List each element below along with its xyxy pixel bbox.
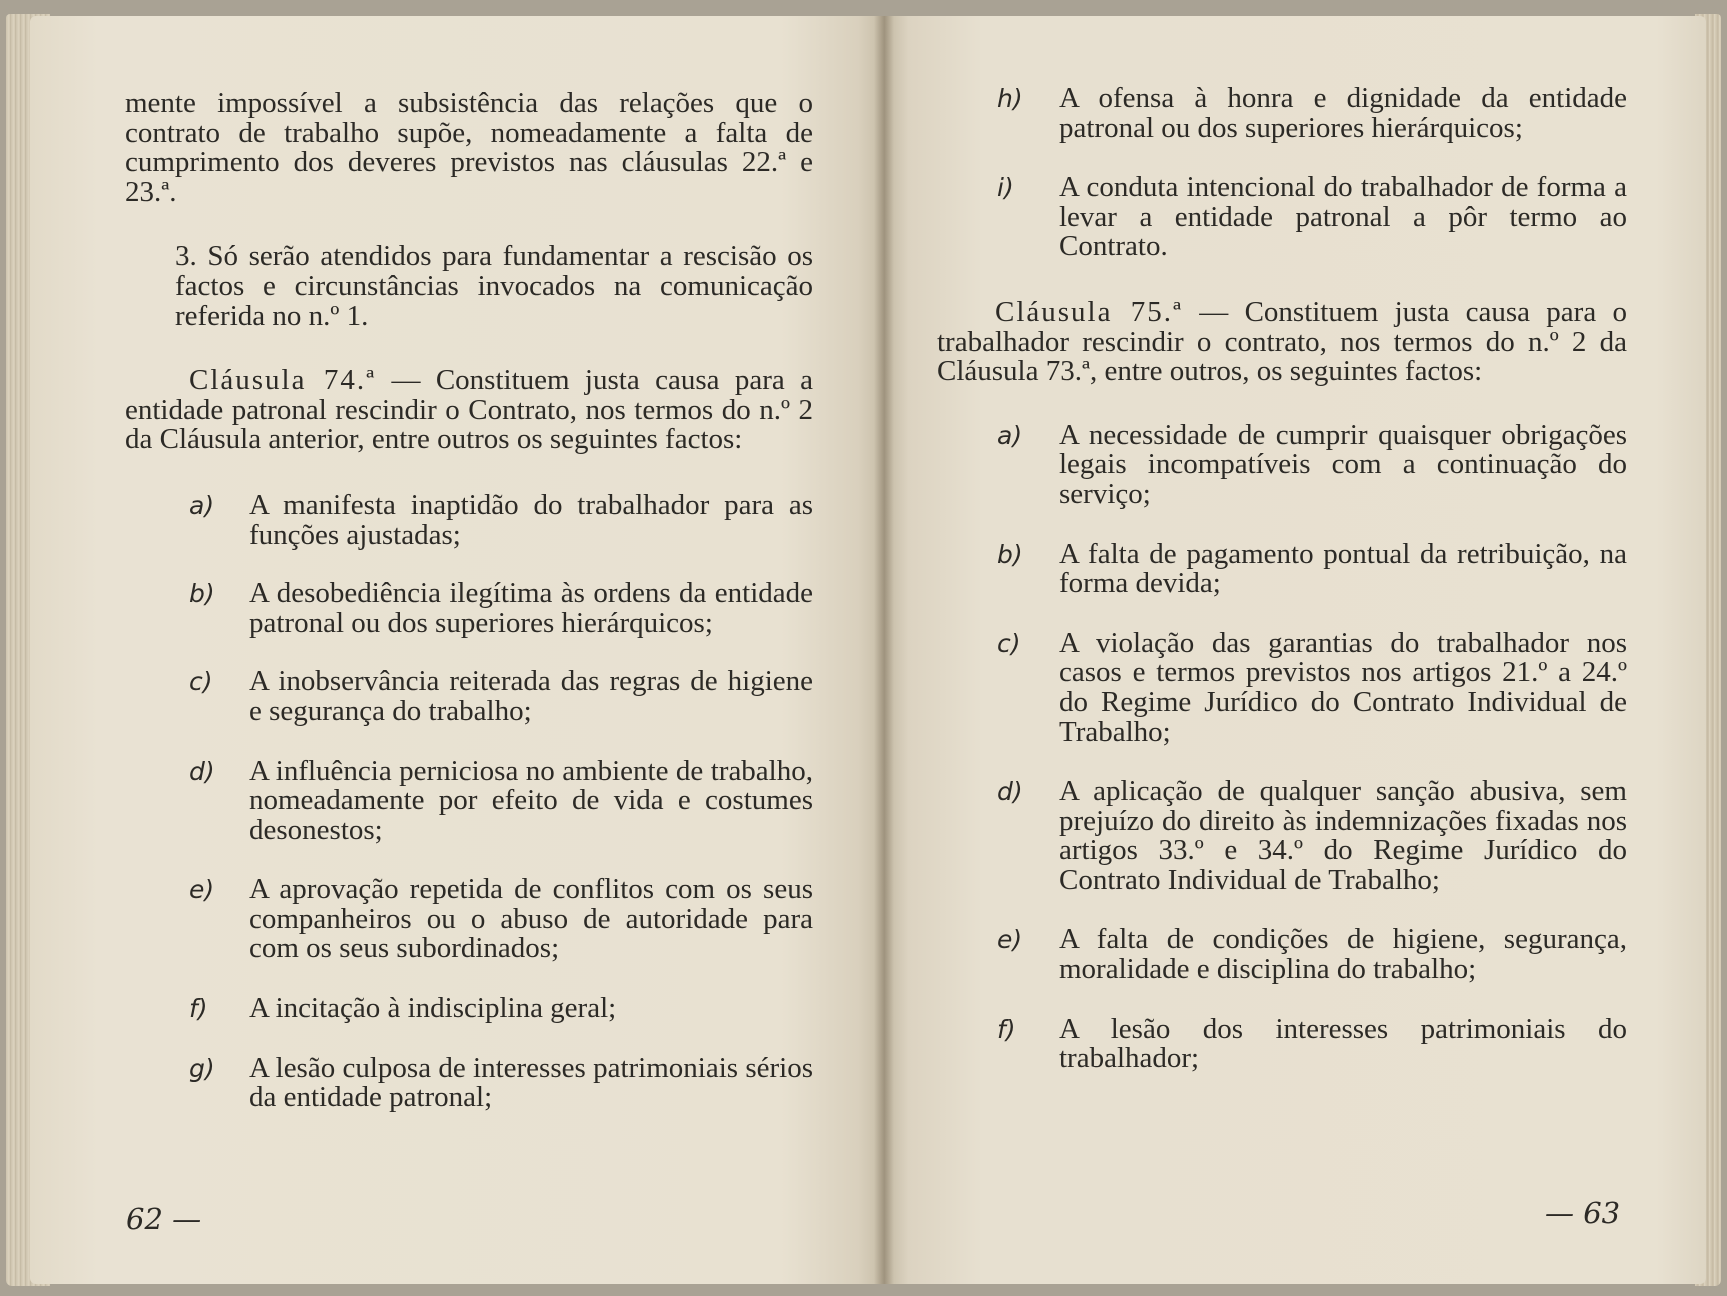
book-gutter — [874, 16, 894, 1284]
list-item — [937, 1012, 1627, 1075]
list-item — [937, 418, 1627, 510]
item-text: A influência perniciosa no ambiente de trabalho, nomeadamente por efeito de vida e costumes desonestos; — [249, 754, 813, 846]
item-text: A ofensa à honra e dignidade da entidade patronal ou dos superiores hierárquicos; — [1059, 82, 1627, 144]
left-page-text — [125, 89, 813, 1113]
item-text: A lesão culposa de interesses patrimoniais sérios da entidade patronal; — [249, 1051, 813, 1114]
item-label: f) — [189, 994, 208, 1024]
clause-74-text: — Constituem justa causa para a entidade patronal rescindir o Contrato, nos termos do n.º 2 da Cláusula anterior, entre outros os seguintes factos: — [125, 364, 813, 456]
list-item — [937, 626, 1627, 748]
item-label: h) — [997, 84, 1023, 113]
item-label: a) — [997, 420, 1023, 450]
item-label: a) — [189, 490, 215, 520]
right-page-text — [937, 84, 1627, 1074]
item-label: e) — [997, 925, 1023, 955]
clause-74-heading: Cláusula 74.ª — [189, 364, 377, 397]
item-label: d) — [997, 777, 1023, 807]
clause-75-text: — Constituem justa causa para o trabalhador rescindir o contrato, nos termos do n.º 2 da Cláusula 73.ª, entre outros, os seguintes factos: — [937, 295, 1627, 388]
item-text: A aplicação de qualquer sanção abusiva, sem prejuízo do direito às indemnizações fixadas nos artigos 33.º e 34.º do Regime Jurídico do Contrato Individual de Trabalho; — [1059, 775, 1627, 896]
list-item — [125, 488, 813, 551]
clause-74 — [125, 366, 813, 455]
continuation-paragraph: mente impossível a subsistência das relações que o contrato de trabalho supõe, nomeadamente a falta de cumprimento dos deveres previstos nas cláusulas 22.ª e 23.ª. — [125, 87, 813, 208]
list-item — [937, 777, 1627, 895]
item-label: d) — [189, 756, 215, 786]
item-text: A lesão dos interesses patrimoniais do trabalhador; — [1059, 1012, 1627, 1075]
list-item — [125, 1051, 813, 1114]
clause-75-heading: Cláusula 75.ª — [995, 295, 1184, 328]
list-item — [937, 537, 1627, 600]
item-text: A necessidade de cumprir quaisquer obrigações legais incompatíveis com a continuação do serviço; — [1059, 418, 1627, 510]
item-label: e) — [189, 875, 215, 905]
item-label: i) — [997, 173, 1014, 203]
list-item — [937, 173, 1627, 262]
item-label: b) — [189, 579, 215, 609]
list-item — [125, 994, 813, 1024]
item-label: c) — [189, 667, 213, 697]
item-label: g) — [189, 1053, 215, 1083]
item-text: A falta de pagamento pontual da retribuição, na forma devida; — [1059, 537, 1627, 600]
item-text: A incitação à indisciplina geral; — [249, 992, 617, 1025]
list-item — [125, 754, 813, 846]
list-item — [937, 84, 1627, 143]
item-text: A conduta intencional do trabalhador de forma a levar a entidade patronal a pôr termo ao Contrato. — [1059, 171, 1627, 263]
item-text: A manifesta inaptidão do trabalhador para as funções ajustadas; — [249, 488, 813, 551]
paragraph-3: 3. Só serão atendidos para fundamentar a rescisão os factos e circunstâncias invocados na comunicação referida no n.º 1. — [175, 240, 813, 332]
clause-75 — [937, 295, 1627, 388]
item-label: c) — [997, 628, 1021, 658]
item-text: A violação das garantias do trabalhador nos casos e termos previstos nos artigos 21.º a 24.º do Regime Jurídico do Contrato Individual de Trabalho; — [1059, 626, 1627, 748]
item-label: b) — [997, 539, 1023, 569]
list-item — [125, 579, 813, 638]
item-text: A falta de condições de higiene, segurança, moralidade e disciplina do trabalho; — [1059, 923, 1627, 986]
item-text: A aprovação repetida de conflitos com os seus companheiros ou o abuso de autoridade para com os seus subordinados; — [249, 873, 813, 965]
list-item — [125, 667, 813, 726]
page-number-left: 62 — — [126, 1202, 202, 1236]
item-text: A desobediência ilegítima às ordens da entidade patronal ou dos superiores hierárquicos; — [249, 577, 813, 639]
item-label: f) — [997, 1014, 1016, 1044]
page-number-right: — 63 — [1545, 1196, 1621, 1230]
list-item — [125, 875, 813, 964]
item-text: A inobservância reiterada das regras de higiene e segurança do trabalho; — [249, 665, 813, 727]
list-item — [937, 925, 1627, 984]
